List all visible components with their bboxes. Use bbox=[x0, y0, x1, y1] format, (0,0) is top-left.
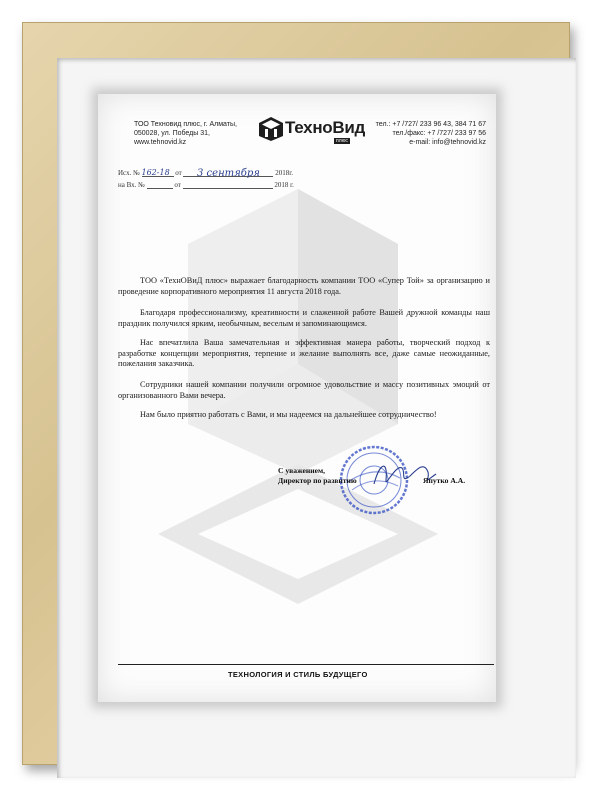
fax-line: тел./факс: +7 /727/ 233 97 56 bbox=[392, 130, 486, 137]
letter-document bbox=[98, 94, 496, 702]
cube-logo-icon bbox=[258, 116, 284, 142]
letter-paragraph-5: Нам было приятно работать с Вами, и мы надеемся на дальнейшее сотрудничество! bbox=[140, 410, 437, 419]
in-year: 2018 г. bbox=[274, 181, 294, 189]
email-line: e-mail: info@tehnovid.kz bbox=[409, 139, 486, 146]
logo-wordmark: ТехноВид bbox=[285, 118, 365, 137]
company-address-line: 050028, ул. Победы 31, bbox=[134, 130, 210, 137]
logo-subtitle: плюс bbox=[336, 138, 348, 144]
outgoing-number-row bbox=[118, 168, 293, 177]
handwritten-signature bbox=[366, 454, 446, 494]
out-date-value: 3 сентября bbox=[197, 168, 260, 179]
incoming-number-row bbox=[118, 180, 294, 189]
out-from-label: от bbox=[175, 169, 182, 177]
out-year: 2018г. bbox=[275, 169, 294, 177]
letter-paragraph-1: ТОО «ТехнОВиД плюс» выражает благодарность компании ТОО «Супер Той» за организацию и проведение корпоративного мероприятия 11 августа 2018 года. bbox=[118, 276, 490, 296]
signer-name: Япутко А.А. bbox=[423, 476, 466, 485]
out-number-value: 162-18 bbox=[141, 168, 170, 177]
letter-paragraph-3: Нас впечатлила Ваша замечательная и эффективная манера работы, творческий подход к разработке концепции мероприятия, терпение и желание выполнять все, даже самые неожиданные, пожелания заказчика. bbox=[118, 338, 490, 369]
signature-block bbox=[278, 466, 357, 486]
footer-divider bbox=[118, 664, 494, 665]
company-name-line: ТОО Техновид плюс, г. Алматы, bbox=[134, 121, 237, 128]
company-contacts bbox=[346, 120, 486, 147]
signer-position: Директор по развитию bbox=[278, 476, 357, 485]
letter-paragraph-2: Благодаря профессионализму, креативности и слаженной работе Вашей дружной команды наш праздник получился ярким, необычным, веселым и запоминающимся. bbox=[118, 308, 490, 328]
company-website: www.tehnovid.kz bbox=[134, 139, 187, 146]
company-address bbox=[134, 120, 254, 147]
out-number-label: Исх. № bbox=[118, 169, 140, 177]
in-from-label: от bbox=[174, 181, 181, 189]
phone-line: тел.: +7 /727/ 233 96 43, 384 71 67 bbox=[375, 121, 486, 128]
letter-paragraph-4: Сотрудники нашей компании получили огромное удовольствие и массу позитивных эмоций от организованного Вами вечера. bbox=[118, 380, 490, 400]
in-number-label: на Вх. № bbox=[118, 181, 145, 189]
regards-text: С уважением, bbox=[278, 466, 326, 475]
footer-slogan: ТЕХНОЛОГИЯ И СТИЛЬ БУДУЩЕГО bbox=[228, 670, 368, 679]
